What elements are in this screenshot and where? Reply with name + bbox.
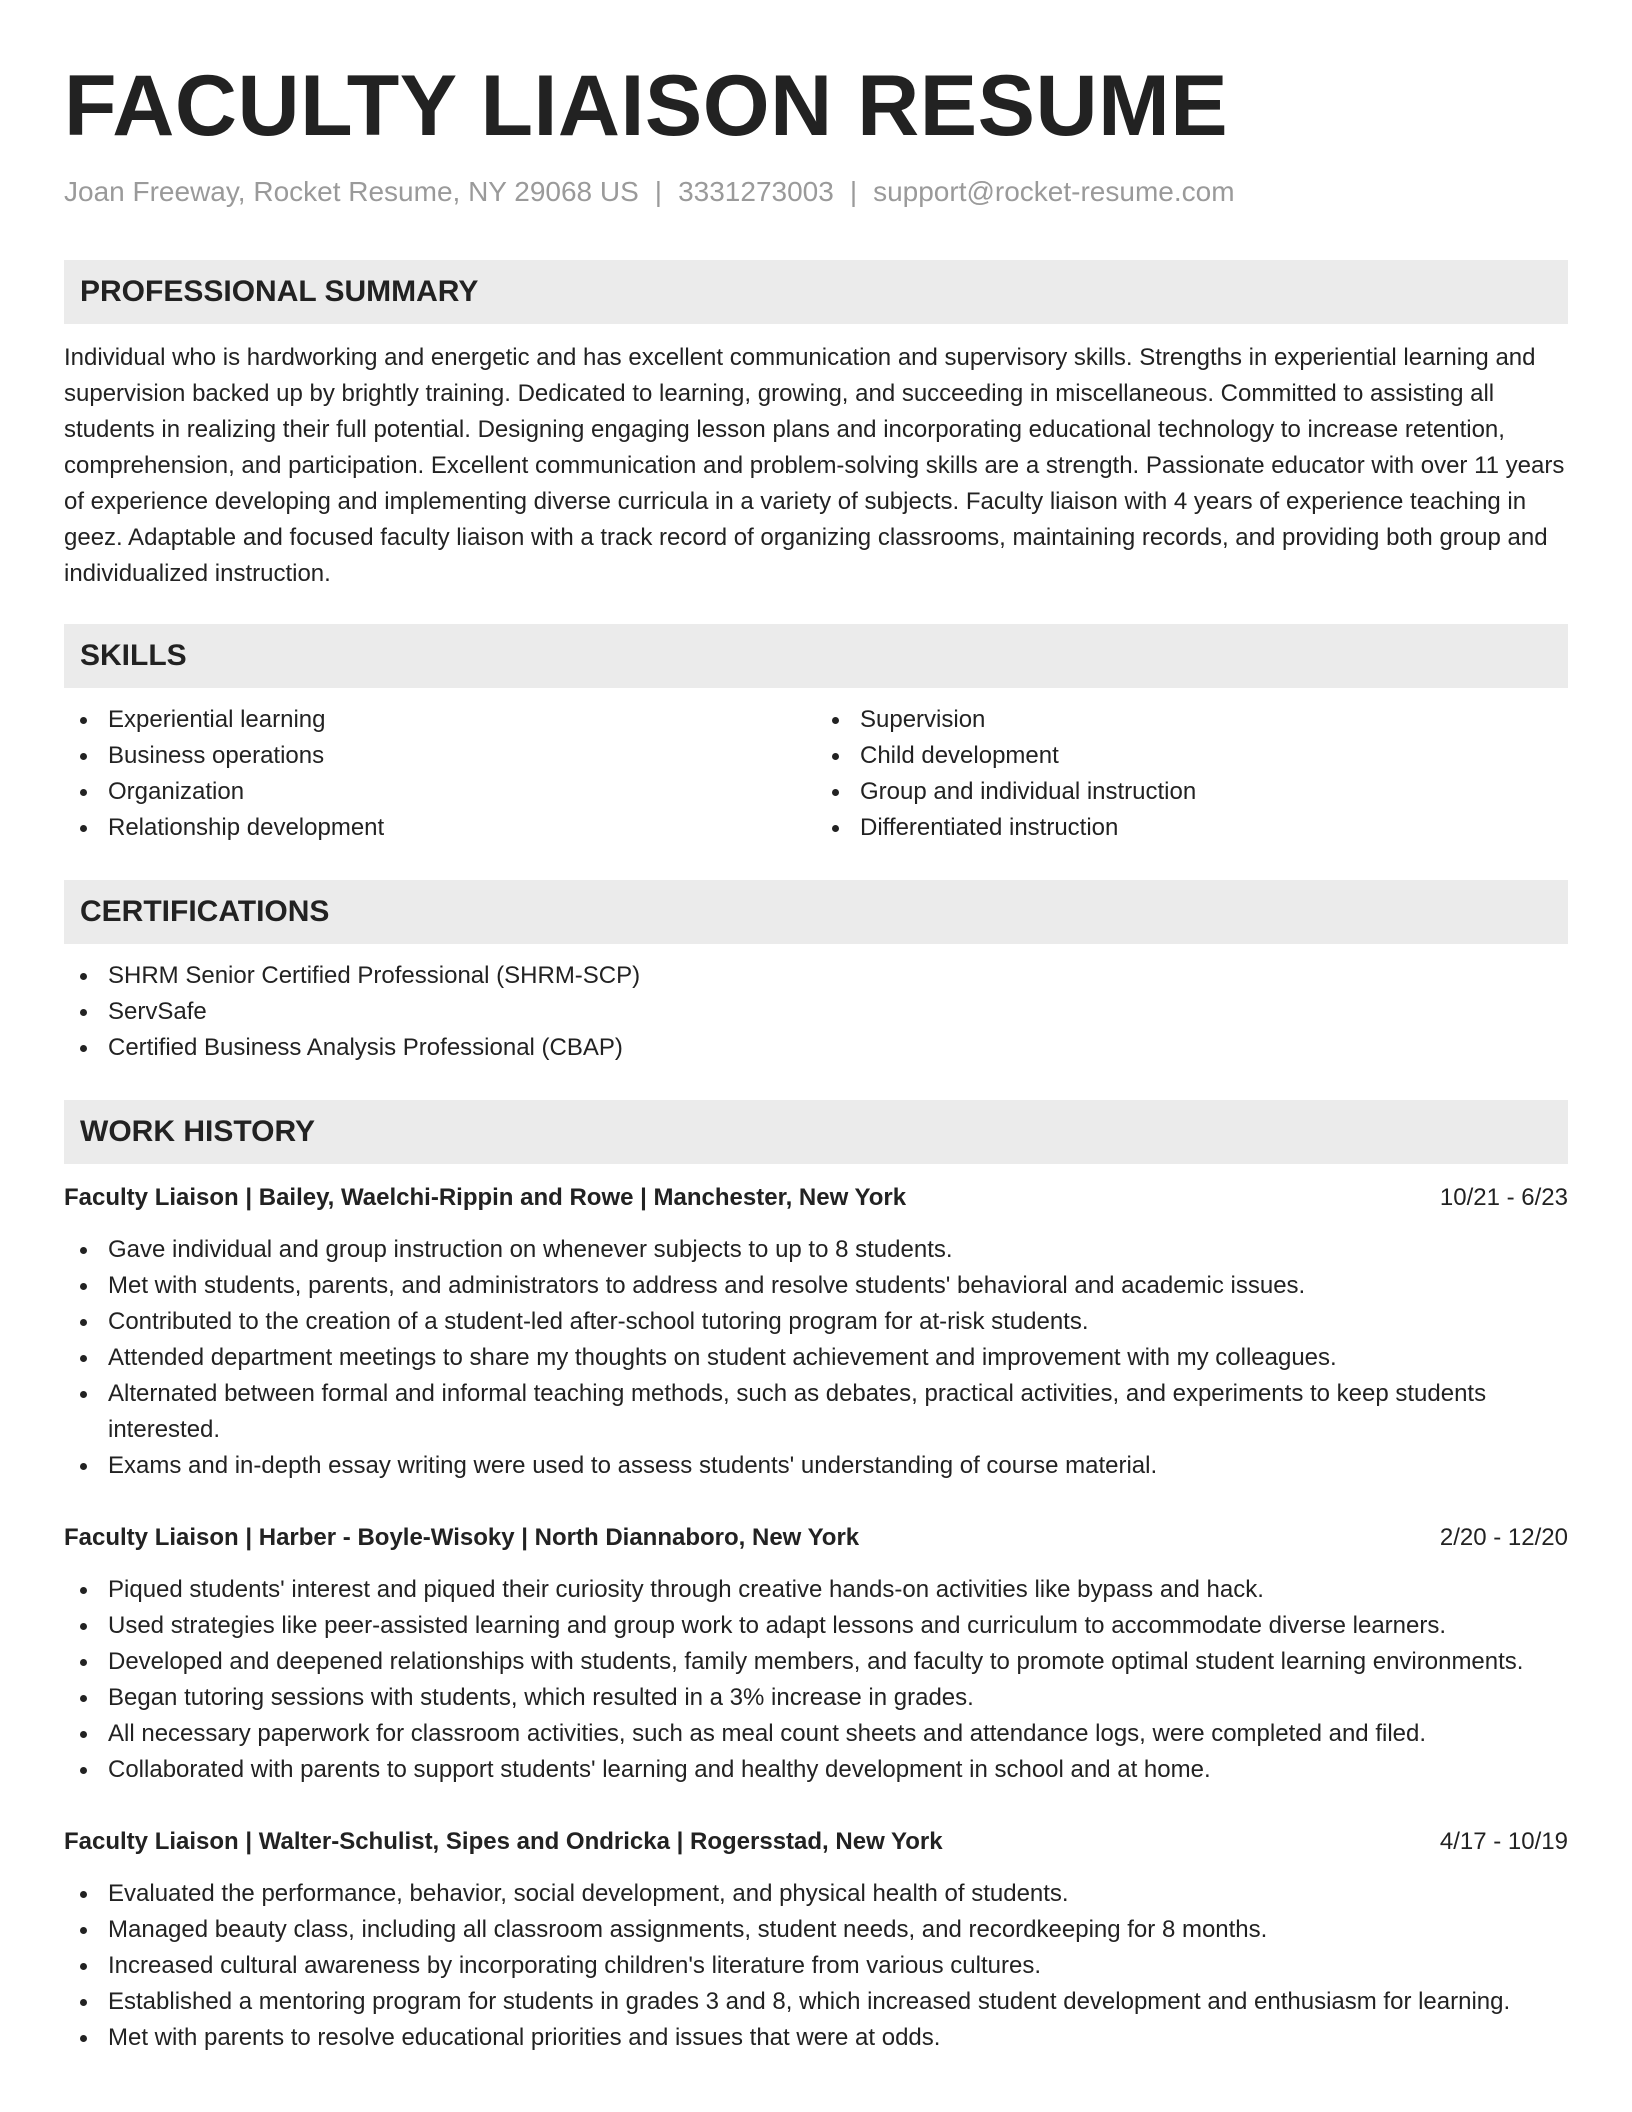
certification-item: [64, 958, 1568, 994]
bullet-icon: [80, 753, 87, 760]
skill-item: [64, 738, 816, 774]
bullet-icon: [80, 825, 87, 832]
bullet-icon: [80, 1963, 87, 1970]
skill-label: Experiential learning: [108, 706, 326, 733]
skills-grid: [64, 702, 1568, 846]
job-title: Faculty Liaison | Walter-Schulist, Sipes and Ondricka | Rogersstad, New York: [64, 1828, 943, 1855]
job-bullet-text: Met with parents to resolve educational priorities and issues that were at odds.: [108, 2024, 941, 2051]
bullet-icon: [832, 825, 839, 832]
bullet-icon: [80, 2035, 87, 2042]
job-header: [64, 1824, 1568, 1860]
job-bullet-text: Evaluated the performance, behavior, social development, and physical health of students.: [108, 1880, 1069, 1907]
skill-item: [64, 702, 816, 738]
job-bullet-list: [64, 1876, 1568, 2056]
section-heading: CERTIFICATIONS: [80, 895, 330, 928]
job-bullet-text: Established a mentoring program for students in grades 3 and 8, which increased student development and enthusiasm for learning.: [108, 1988, 1511, 2015]
certification-label: Certified Business Analysis Professional (CBAP): [108, 1034, 623, 1061]
job-dates: 4/17 - 10/19: [1439, 1828, 1568, 1855]
bullet-icon: [80, 717, 87, 724]
job-bullet: [64, 1376, 1568, 1448]
job-dates: 10/21 - 6/23: [1439, 1184, 1568, 1211]
job-bullet-text: Developed and deepened relationships with students, family members, and faculty to promote optimal student learning environments.: [108, 1648, 1524, 1675]
job-bullet: [64, 1948, 1568, 1984]
job-bullet: [64, 1876, 1568, 1912]
skill-item: [816, 774, 1568, 810]
job-bullet: [64, 1752, 1568, 1788]
job-bullet-text: Alternated between formal and informal teaching methods, such as debates, practical activities, and experiments to keep students interested.: [108, 1380, 1487, 1443]
bullet-icon: [80, 1891, 87, 1898]
job-bullet: [64, 1912, 1568, 1948]
bullet-icon: [80, 1355, 87, 1362]
certification-label: ServSafe: [108, 998, 207, 1025]
job-bullet-text: Contributed to the creation of a student-led after-school tutoring program for at-risk students.: [108, 1308, 1089, 1335]
job-bullet: [64, 1232, 1568, 1268]
job-bullet-list: [64, 1572, 1568, 1788]
summary-text: Individual who is hardworking and energetic and has excellent communication and supervisory skills. Strengths in experiential learning and supervision backed up by brightly training. Dedicated to learning, growing, and succeeding in miscellaneous. Committed to assisting all students in realizing their full potential. Designing engaging lesson plans and incorporating educational technology to increase retention, comprehension, and participation. Excellent communication and problem-solving skills are a strength. Passionate educator with over 11 years of experience developing and implementing diverse curricula in a variety of subjects. Faculty liaison with 4 years of experience teaching in geez. Adaptable and focused faculty liaison with a track record of organizing classrooms, maintaining records, and providing both group and individualized instruction.: [64, 344, 1565, 587]
contact-separator: |: [849, 176, 858, 207]
job-bullet-text: Met with students, parents, and administrators to address and resolve students' behavioral and academic issues.: [108, 1272, 1306, 1299]
job-bullet: [64, 1984, 1568, 2020]
bullet-icon: [80, 1623, 87, 1630]
certifications-list: [64, 958, 1568, 1066]
job-bullet: [64, 1572, 1568, 1608]
skill-item: [816, 702, 1568, 738]
resume-title: FACULTY LIAISON RESUME: [64, 58, 1229, 154]
job-header: [64, 1520, 1568, 1556]
skill-label: Relationship development: [108, 814, 385, 841]
section-header-certifications: [64, 880, 1568, 944]
skill-item: [64, 810, 816, 846]
skills-list-right: [816, 702, 1568, 846]
bullet-icon: [832, 789, 839, 796]
job-header: [64, 1180, 1568, 1216]
bullet-icon: [80, 1391, 87, 1398]
skills-column-left: [64, 702, 816, 846]
bullet-icon: [80, 973, 87, 980]
job-title: Faculty Liaison | Harber - Boyle-Wisoky | North Diannaboro, New York: [64, 1524, 860, 1551]
job-entry: [64, 1520, 1568, 1788]
job-entry: [64, 1824, 1568, 2056]
bullet-icon: [832, 753, 839, 760]
bullet-icon: [80, 1247, 87, 1254]
contact-phone: 3331273003: [678, 176, 834, 207]
bullet-icon: [80, 1731, 87, 1738]
job-bullet-list: [64, 1232, 1568, 1484]
bullet-icon: [80, 789, 87, 796]
contact-email: support@rocket-resume.com: [873, 176, 1235, 207]
job-bullet-text: Collaborated with parents to support students' learning and healthy development in school and at home.: [108, 1756, 1211, 1783]
bullet-icon: [80, 1659, 87, 1666]
contact-separator: |: [654, 176, 663, 207]
job-bullet: [64, 1304, 1568, 1340]
job-bullet: [64, 1680, 1568, 1716]
certification-item: [64, 1030, 1568, 1066]
bullet-icon: [80, 1009, 87, 1016]
section-header-skills: [64, 624, 1568, 688]
certification-item: [64, 994, 1568, 1030]
skill-label: Differentiated instruction: [860, 814, 1119, 841]
bullet-icon: [80, 1283, 87, 1290]
bullet-icon: [80, 1927, 87, 1934]
job-dates: 2/20 - 12/20: [1439, 1524, 1568, 1551]
job-bullet-text: Increased cultural awareness by incorporating children's literature from various cultures.: [108, 1952, 1042, 1979]
job-bullet-text: All necessary paperwork for classroom activities, such as meal count sheets and attendance logs, were completed and filed.: [108, 1720, 1427, 1747]
bullet-icon: [80, 1999, 87, 2006]
job-bullet-text: Used strategies like peer-assisted learning and group work to adapt lessons and curriculum to accommodate diverse learners.: [108, 1612, 1447, 1639]
section-header-work-history: [64, 1100, 1568, 1164]
skills-list-left: [64, 702, 816, 846]
skill-item: [816, 810, 1568, 846]
bullet-icon: [80, 1695, 87, 1702]
skill-label: Child development: [860, 742, 1059, 769]
skill-label: Group and individual instruction: [860, 778, 1197, 805]
section-header-summary: [64, 260, 1568, 324]
job-bullet: [64, 1644, 1568, 1680]
job-title: Faculty Liaison | Bailey, Waelchi-Rippin and Rowe | Manchester, New York: [64, 1184, 907, 1211]
job-bullet-text: Attended department meetings to share my thoughts on student achievement and improvement with my colleagues.: [108, 1344, 1337, 1371]
certification-label: SHRM Senior Certified Professional (SHRM-SCP): [108, 962, 641, 989]
bullet-icon: [80, 1319, 87, 1326]
bullet-icon: [80, 1463, 87, 1470]
bullet-icon: [832, 717, 839, 724]
bullet-icon: [80, 1767, 87, 1774]
section-heading: WORK HISTORY: [80, 1115, 316, 1148]
job-bullet: [64, 1716, 1568, 1752]
skill-label: Business operations: [108, 742, 325, 769]
bullet-icon: [80, 1045, 87, 1052]
contact-line: [64, 174, 1568, 210]
job-bullet-text: Gave individual and group instruction on whenever subjects to up to 8 students.: [108, 1236, 953, 1263]
job-entry: [64, 1180, 1568, 1484]
job-bullet: [64, 1268, 1568, 1304]
job-bullet: [64, 1340, 1568, 1376]
section-heading: PROFESSIONAL SUMMARY: [80, 275, 479, 308]
section-heading: SKILLS: [80, 639, 187, 672]
job-bullet-text: Began tutoring sessions with students, which resulted in a 3% increase in grades.: [108, 1684, 974, 1711]
contact-address: Joan Freeway, Rocket Resume, NY 29068 US: [64, 176, 639, 207]
skill-label: Organization: [108, 778, 245, 805]
skill-item: [64, 774, 816, 810]
skill-label: Supervision: [860, 706, 986, 733]
job-bullet: [64, 2020, 1568, 2056]
job-bullet: [64, 1448, 1568, 1484]
job-bullet-text: Piqued students' interest and piqued their curiosity through creative hands-on activities like bypass and hack.: [108, 1576, 1264, 1603]
job-bullet: [64, 1608, 1568, 1644]
skills-column-right: [816, 702, 1568, 846]
bullet-icon: [80, 1587, 87, 1594]
skill-item: [816, 738, 1568, 774]
job-bullet-text: Managed beauty class, including all classroom assignments, student needs, and recordkeeping for 8 months.: [108, 1916, 1268, 1943]
job-bullet-text: Exams and in-depth essay writing were used to assess students' understanding of course material.: [108, 1452, 1158, 1479]
